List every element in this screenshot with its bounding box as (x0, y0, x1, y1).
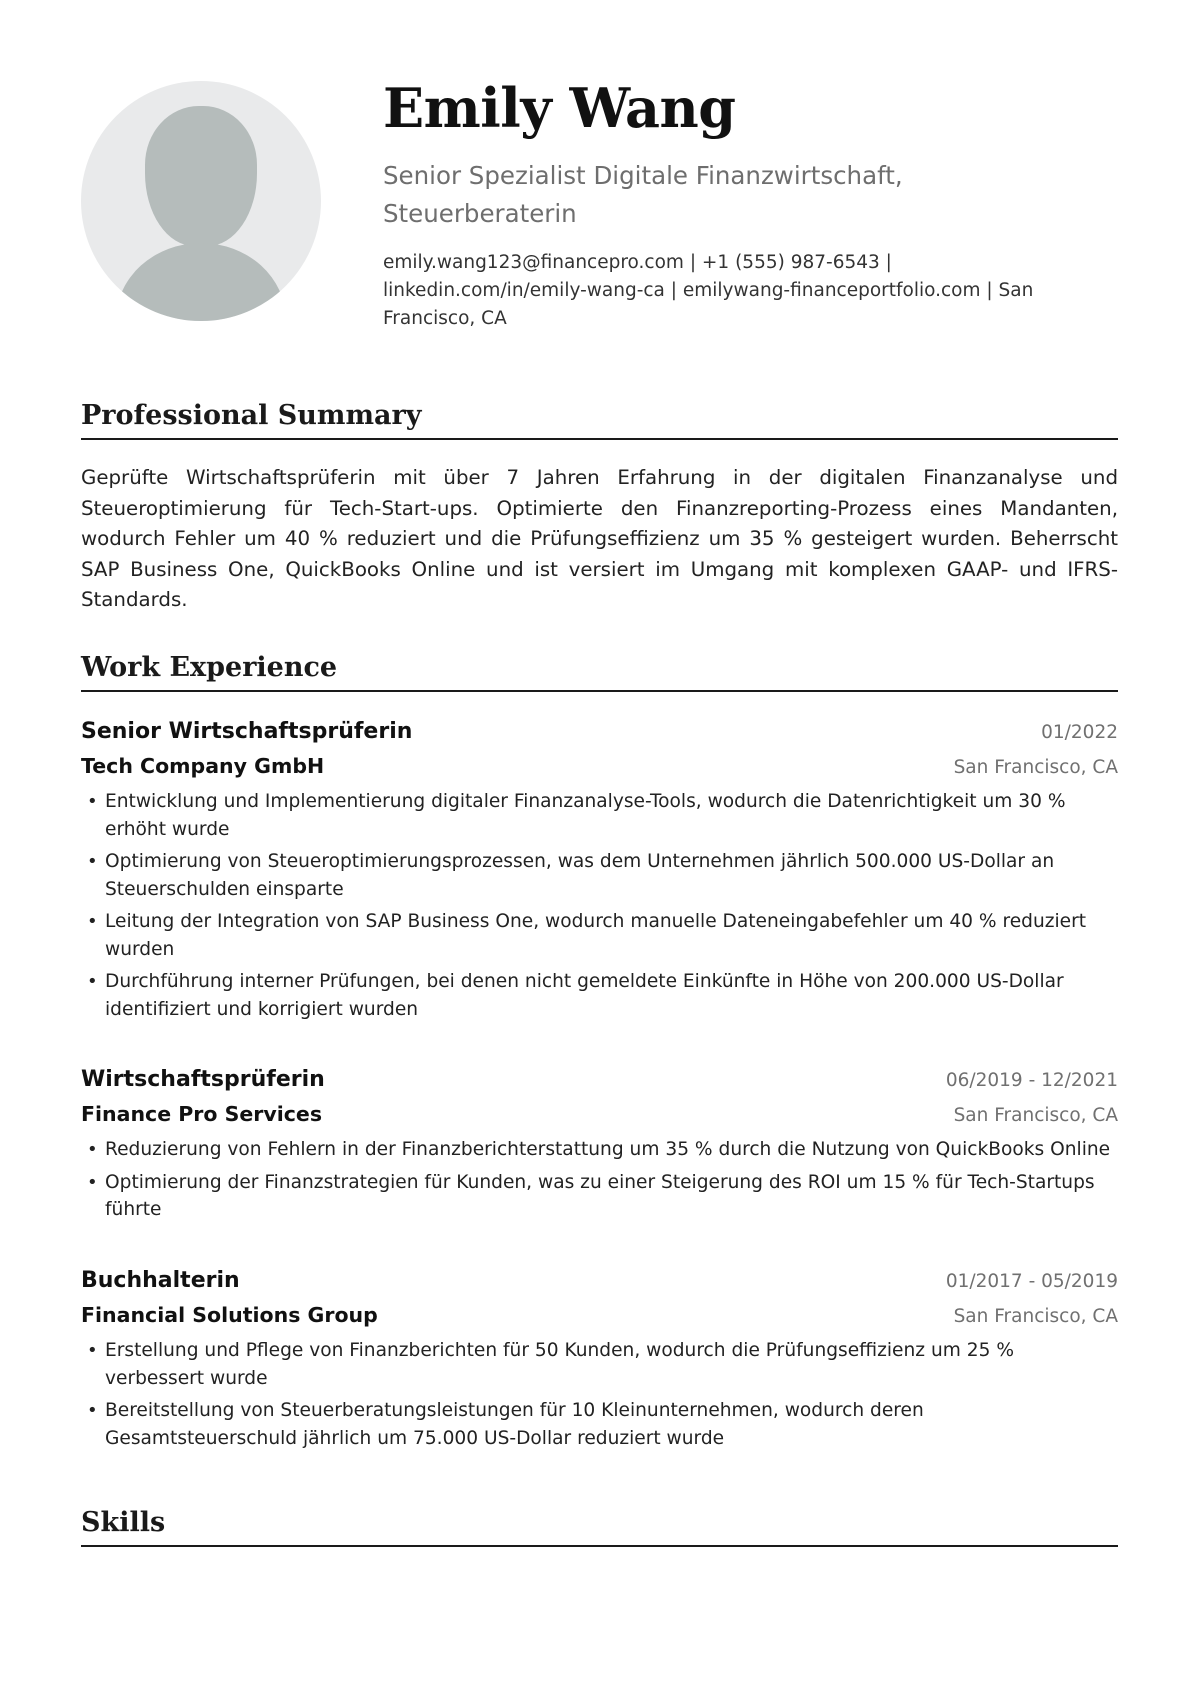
avatar-placeholder (81, 81, 321, 321)
job-date: 01/2022 (1041, 722, 1118, 743)
job-bullet: • Reduzierung von Fehlern in der Finanzberichterstattung um 35 % durch die Nutzung von QuickBooks Online (81, 1136, 1118, 1164)
job-title-row (81, 715, 1118, 749)
job-title-row (81, 1264, 1118, 1298)
avatar-body-icon (116, 243, 286, 321)
job-role: Senior Wirtschaftsprüferin (81, 719, 413, 744)
bullet-icon: • (87, 911, 98, 932)
job-bullet: • Optimierung der Finanzstrategien für Kunden, was zu einer Steigerung des ROI um 15 % für Tech-Startups führte (81, 1169, 1118, 1224)
job-location: San Francisco, CA (953, 1306, 1118, 1327)
summary-heading: Professional Summary (81, 400, 422, 431)
bullet-icon: • (87, 1171, 98, 1193)
summary-text: Geprüfte Wirtschaftsprüferin mit über 7 Jahren Erfahrung in der digitalen Finanzanalyse und Steueroptimierung für Tech-Start-ups. Optimierte den Finanzreporting-Prozess eines Mandanten, wodurch Fehler um 40 % reduziert und die Prüfungseffizienz um 35 % gesteigert wurden. Beherrscht SAP Business One, QuickBooks Online und ist versiert im Umgang mit komplexen GAAP- und IFRS-Standards. (81, 466, 1118, 611)
job-role: Buchhalterin (81, 1268, 240, 1293)
job-bullet: • Erstellung und Pflege von Finanzberichten für 50 Kunden, wodurch die Prüfungseffizienz um 25 % verbessert wurde (81, 1337, 1118, 1392)
job-date: 06/2019 - 12/2021 (945, 1070, 1118, 1091)
bullet-icon: • (87, 1340, 98, 1361)
job-location: San Francisco, CA (953, 1105, 1118, 1126)
job-location: San Francisco, CA (953, 757, 1118, 778)
summary-section-header (81, 398, 1118, 440)
job-entry (81, 715, 1118, 1028)
job-company: Tech Company GmbH (81, 754, 325, 778)
job-role: Wirtschaftsprüferin (81, 1067, 325, 1092)
job-company-row (81, 1298, 1118, 1332)
bullet-icon: • (87, 791, 98, 812)
bullet-icon: • (87, 851, 98, 872)
experience-section-header (81, 650, 1118, 692)
job-entry (81, 1063, 1118, 1229)
job-title-row (81, 1063, 1118, 1097)
contact-info: emily.wang123@financepro.com | +1 (555) 987-6543 | linkedin.com/in/emily-wang-ca | emilywang-financeportfolio.com | San Francisco, CA (383, 252, 1034, 329)
skills-section-header (81, 1505, 1118, 1547)
job-bullets (81, 1337, 1118, 1452)
candidate-title: Senior Spezialist Digitale Finanzwirtschaft, Steuerberaterin (383, 161, 903, 228)
job-bullet: • Bereitstellung von Steuerberatungsleistungen für 10 Kleinunternehmen, wodurch deren Gesamtsteuerschuld jährlich um 75.000 US-Dollar reduziert wurde (81, 1397, 1118, 1452)
job-bullet: • Durchführung interner Prüfungen, bei denen nicht gemeldete Einkünfte in Höhe von 200.000 US-Dollar identifiziert und korrigiert wurden (81, 968, 1118, 1023)
job-company-row (81, 749, 1118, 783)
experience-heading: Work Experience (81, 652, 338, 683)
bullet-icon: • (87, 971, 98, 992)
job-company: Finance Pro Services (81, 1102, 323, 1126)
job-date: 01/2017 - 05/2019 (945, 1271, 1118, 1292)
job-bullet: • Leitung der Integration von SAP Business One, wodurch manuelle Dateneingabefehler um 40 % reduziert wurden (81, 908, 1118, 963)
candidate-name: Emily Wang (383, 76, 736, 140)
job-bullet: • Optimierung von Steueroptimierungsprozessen, was dem Unternehmen jährlich 500.000 US-Dollar an Steuerschulden einsparte (81, 848, 1118, 903)
job-company-row (81, 1097, 1118, 1131)
bullet-icon: • (87, 1400, 98, 1421)
job-bullets (81, 1136, 1118, 1224)
avatar-head-icon (145, 106, 257, 246)
bullet-icon: • (87, 1139, 98, 1160)
job-bullets (81, 788, 1118, 1023)
job-entry (81, 1264, 1118, 1457)
skills-heading: Skills (81, 1507, 166, 1538)
job-company: Financial Solutions Group (81, 1303, 378, 1327)
job-bullet: • Entwicklung und Implementierung digitaler Finanzanalyse-Tools, wodurch die Datenrichtigkeit um 30 % erhöht wurde (81, 788, 1118, 843)
